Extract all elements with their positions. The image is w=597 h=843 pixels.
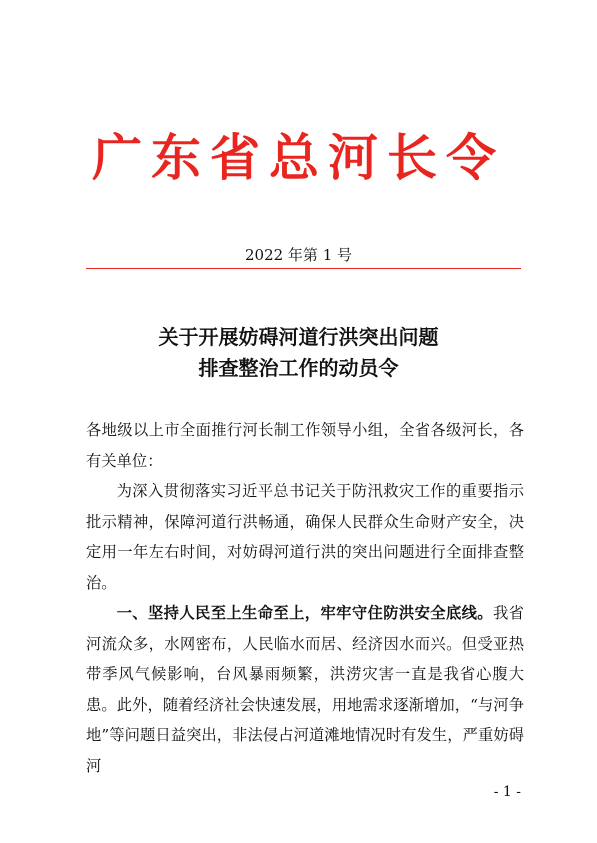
section-1-paragraph (86, 598, 524, 781)
salutation: 各地级以上市全面推行河长制工作领导小组，全省各级河长，各有关单位： (86, 421, 524, 470)
intro-paragraph: 为深入贯彻落实习近平总书记关于防汛救灾工作的重要指示批示精神，保障河道行洪畅通，确保人民群众生命财产安全，决定用一年左右时间，对妨碍河道行洪的突出问题进行全面排查整治。 (86, 482, 524, 592)
document-title-line-1: 关于开展妨碍河道行洪突出问题 (158, 325, 439, 349)
document-title-line-2: 排查整治工作的动员令 (198, 356, 399, 380)
section-1-text: 我省河流众多，水网密布，人民临水而居、经济因水而兴。但受亚热带季风气候影响，台风暴雨频繁，洪涝灾害一直是我省心腹大患。此外，随着经济社会快速发展，用地需求逐渐增加，“与河争地”等问题日益突出，非法侵占河道滩地情况时有发生，严重妨碍河 (86, 604, 524, 775)
issuing-authority-header: 广东省总河长令 (92, 128, 505, 187)
red-divider-line (86, 268, 521, 269)
section-1-heading: 一、坚持人民至上生命至上，牢牢守住防洪安全底线。 (116, 604, 493, 622)
document-number: 2022 年第 1 号 (244, 246, 353, 264)
document-body (86, 415, 524, 781)
document-title (0, 322, 597, 384)
page-number: - 1 - (493, 784, 521, 800)
